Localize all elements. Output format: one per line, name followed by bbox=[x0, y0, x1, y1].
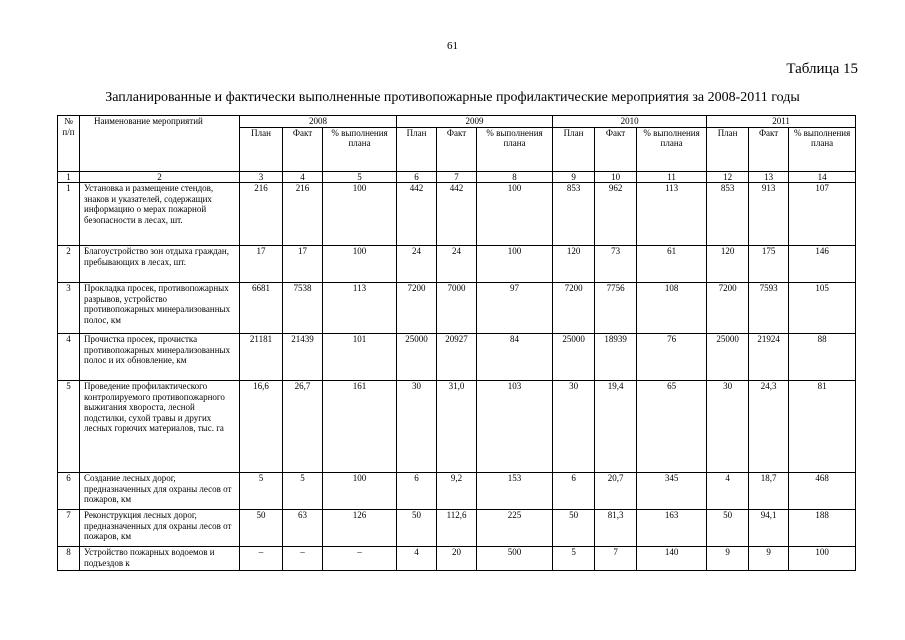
value-cell: 126 bbox=[323, 510, 397, 547]
header-fact: Факт bbox=[749, 127, 789, 171]
value-cell: 7200 bbox=[397, 283, 437, 334]
value-cell: 7756 bbox=[595, 283, 637, 334]
row-number: 2 bbox=[58, 246, 80, 283]
value-cell: 188 bbox=[789, 510, 856, 547]
value-cell: 100 bbox=[789, 547, 856, 571]
value-cell: 112,6 bbox=[437, 510, 477, 547]
value-cell: 108 bbox=[637, 283, 707, 334]
value-cell: 31,0 bbox=[437, 381, 477, 473]
table-row bbox=[58, 381, 856, 473]
value-cell: 81 bbox=[789, 381, 856, 473]
row-number: 8 bbox=[58, 547, 80, 571]
table-row bbox=[58, 510, 856, 547]
value-cell: 913 bbox=[749, 183, 789, 246]
column-number: 12 bbox=[707, 171, 749, 183]
value-cell: 120 bbox=[707, 246, 749, 283]
value-cell: 25000 bbox=[707, 334, 749, 381]
activity-name: Создание лесных дорог, предназначенных для охраны лесов от пожаров, км bbox=[80, 473, 240, 510]
document-title: Запланированные и фактически выполненные противопожарные профилактические мероприятия за 2008-2011 годы bbox=[105, 90, 800, 105]
value-cell: 216 bbox=[283, 183, 323, 246]
value-cell: 63 bbox=[283, 510, 323, 547]
value-cell: 161 bbox=[323, 381, 397, 473]
value-cell: – bbox=[283, 547, 323, 571]
value-cell: 175 bbox=[749, 246, 789, 283]
table-label: Таблица 15 bbox=[786, 61, 858, 77]
activity-name: Установка и размещение стендов, знаков и указателей, содержащих информацию о мерах пожарной безопасности в лесах, шт. bbox=[80, 183, 240, 246]
value-cell: 50 bbox=[553, 510, 595, 547]
value-cell: 853 bbox=[553, 183, 595, 246]
value-cell: 26,7 bbox=[283, 381, 323, 473]
table-row bbox=[58, 334, 856, 381]
value-cell: 7200 bbox=[707, 283, 749, 334]
row-number: 6 bbox=[58, 473, 80, 510]
page-number: 61 bbox=[447, 40, 458, 52]
row-number: 3 bbox=[58, 283, 80, 334]
value-cell: 5 bbox=[553, 547, 595, 571]
value-cell: 94,1 bbox=[749, 510, 789, 547]
value-cell: 17 bbox=[283, 246, 323, 283]
value-cell: 65 bbox=[637, 381, 707, 473]
header-fact: Факт bbox=[283, 127, 323, 171]
value-cell: 76 bbox=[637, 334, 707, 381]
value-cell: 25000 bbox=[397, 334, 437, 381]
activity-name: Благоустройство зон отдыха граждан, пребывающих в лесах, шт. bbox=[80, 246, 240, 283]
value-cell: 120 bbox=[553, 246, 595, 283]
row-number: 4 bbox=[58, 334, 80, 381]
value-cell: – bbox=[323, 547, 397, 571]
header-plan: План bbox=[240, 127, 283, 171]
value-cell: 6 bbox=[553, 473, 595, 510]
column-number: 5 bbox=[323, 171, 397, 183]
value-cell: 24 bbox=[437, 246, 477, 283]
value-cell: 962 bbox=[595, 183, 637, 246]
value-cell: 7200 bbox=[553, 283, 595, 334]
column-number: 6 bbox=[397, 171, 437, 183]
header-plan: План bbox=[397, 127, 437, 171]
value-cell: 84 bbox=[477, 334, 553, 381]
value-cell: 9 bbox=[749, 547, 789, 571]
row-number: 7 bbox=[58, 510, 80, 547]
value-cell: 5 bbox=[240, 473, 283, 510]
column-number: 8 bbox=[477, 171, 553, 183]
column-number-row bbox=[58, 171, 856, 183]
value-cell: 4 bbox=[397, 547, 437, 571]
value-cell: 16,6 bbox=[240, 381, 283, 473]
value-cell: 9,2 bbox=[437, 473, 477, 510]
value-cell: 50 bbox=[707, 510, 749, 547]
table-row bbox=[58, 246, 856, 283]
header-plan: План bbox=[553, 127, 595, 171]
value-cell: 18,7 bbox=[749, 473, 789, 510]
value-cell: 100 bbox=[323, 473, 397, 510]
value-cell: 7000 bbox=[437, 283, 477, 334]
row-number: 5 bbox=[58, 381, 80, 473]
value-cell: 25000 bbox=[553, 334, 595, 381]
value-cell: 146 bbox=[789, 246, 856, 283]
value-cell: 4 bbox=[707, 473, 749, 510]
value-cell: 50 bbox=[240, 510, 283, 547]
table-row bbox=[58, 283, 856, 334]
header-name: Наименование мероприятий bbox=[80, 116, 240, 172]
value-cell: 5 bbox=[283, 473, 323, 510]
column-number: 14 bbox=[789, 171, 856, 183]
header-pct: % выполнения плана bbox=[323, 127, 397, 171]
activity-name: Прочистка просек, прочистка противопожарных минерализованных полос и их обновление, км bbox=[80, 334, 240, 381]
value-cell: 20927 bbox=[437, 334, 477, 381]
header-plan: План bbox=[707, 127, 749, 171]
value-cell: 225 bbox=[477, 510, 553, 547]
value-cell: 73 bbox=[595, 246, 637, 283]
activity-name: Прокладка просек, противопожарных разрывов, устройство противопожарных минерализованных полос, км bbox=[80, 283, 240, 334]
value-cell: 442 bbox=[397, 183, 437, 246]
value-cell: 97 bbox=[477, 283, 553, 334]
value-cell: 30 bbox=[707, 381, 749, 473]
column-number: 10 bbox=[595, 171, 637, 183]
value-cell: 21439 bbox=[283, 334, 323, 381]
value-cell: 50 bbox=[397, 510, 437, 547]
header-pct: % выполнения плана bbox=[789, 127, 856, 171]
value-cell: 88 bbox=[789, 334, 856, 381]
value-cell: 81,3 bbox=[595, 510, 637, 547]
value-cell: 468 bbox=[789, 473, 856, 510]
value-cell: 442 bbox=[437, 183, 477, 246]
value-cell: 7538 bbox=[283, 283, 323, 334]
value-cell: 17 bbox=[240, 246, 283, 283]
activity-name: Реконструкция лесных дорог, предназначенных для охраны лесов от пожаров, км bbox=[80, 510, 240, 547]
value-cell: 113 bbox=[637, 183, 707, 246]
header-year-2011: 2011 bbox=[707, 116, 856, 128]
value-cell: 6681 bbox=[240, 283, 283, 334]
value-cell: 7593 bbox=[749, 283, 789, 334]
column-number: 9 bbox=[553, 171, 595, 183]
header-pct: % выполнения плана bbox=[637, 127, 707, 171]
value-cell: 153 bbox=[477, 473, 553, 510]
column-number: 13 bbox=[749, 171, 789, 183]
value-cell: 216 bbox=[240, 183, 283, 246]
column-number: 3 bbox=[240, 171, 283, 183]
value-cell: 24,3 bbox=[749, 381, 789, 473]
header-year-2009: 2009 bbox=[397, 116, 553, 128]
value-cell: 30 bbox=[553, 381, 595, 473]
header-row-years bbox=[58, 116, 856, 128]
table-row bbox=[58, 547, 856, 571]
activity-name: Проведение профилактического контролируемого противопожарного выжигания хвороста, лесной подстилки, сухой травы и других лесных горючих материалов, тыс. га bbox=[80, 381, 240, 473]
value-cell: 21181 bbox=[240, 334, 283, 381]
value-cell: 24 bbox=[397, 246, 437, 283]
row-number: 1 bbox=[58, 183, 80, 246]
header-fact: Факт bbox=[437, 127, 477, 171]
value-cell: 853 bbox=[707, 183, 749, 246]
column-number: 4 bbox=[283, 171, 323, 183]
header-fact: Факт bbox=[595, 127, 637, 171]
value-cell: 105 bbox=[789, 283, 856, 334]
value-cell: 100 bbox=[477, 246, 553, 283]
value-cell: – bbox=[240, 547, 283, 571]
value-cell: 113 bbox=[323, 283, 397, 334]
value-cell: 20,7 bbox=[595, 473, 637, 510]
value-cell: 100 bbox=[477, 183, 553, 246]
column-number: 2 bbox=[80, 171, 240, 183]
header-no: № п/п bbox=[58, 116, 80, 172]
value-cell: 103 bbox=[477, 381, 553, 473]
value-cell: 101 bbox=[323, 334, 397, 381]
table-row bbox=[58, 183, 856, 246]
value-cell: 345 bbox=[637, 473, 707, 510]
column-number: 7 bbox=[437, 171, 477, 183]
header-year-2008: 2008 bbox=[240, 116, 397, 128]
column-number: 11 bbox=[637, 171, 707, 183]
value-cell: 20 bbox=[437, 547, 477, 571]
header-pct: % выполнения плана bbox=[477, 127, 553, 171]
table-row bbox=[58, 473, 856, 510]
value-cell: 100 bbox=[323, 183, 397, 246]
value-cell: 30 bbox=[397, 381, 437, 473]
value-cell: 7 bbox=[595, 547, 637, 571]
value-cell: 107 bbox=[789, 183, 856, 246]
activities-table bbox=[57, 115, 856, 571]
value-cell: 100 bbox=[323, 246, 397, 283]
header-year-2010: 2010 bbox=[553, 116, 707, 128]
value-cell: 61 bbox=[637, 246, 707, 283]
value-cell: 163 bbox=[637, 510, 707, 547]
value-cell: 9 bbox=[707, 547, 749, 571]
value-cell: 21924 bbox=[749, 334, 789, 381]
column-number: 1 bbox=[58, 171, 80, 183]
value-cell: 19,4 bbox=[595, 381, 637, 473]
value-cell: 140 bbox=[637, 547, 707, 571]
value-cell: 18939 bbox=[595, 334, 637, 381]
value-cell: 6 bbox=[397, 473, 437, 510]
activity-name: Устройство пожарных водоемов и подъездов к bbox=[80, 547, 240, 571]
value-cell: 500 bbox=[477, 547, 553, 571]
